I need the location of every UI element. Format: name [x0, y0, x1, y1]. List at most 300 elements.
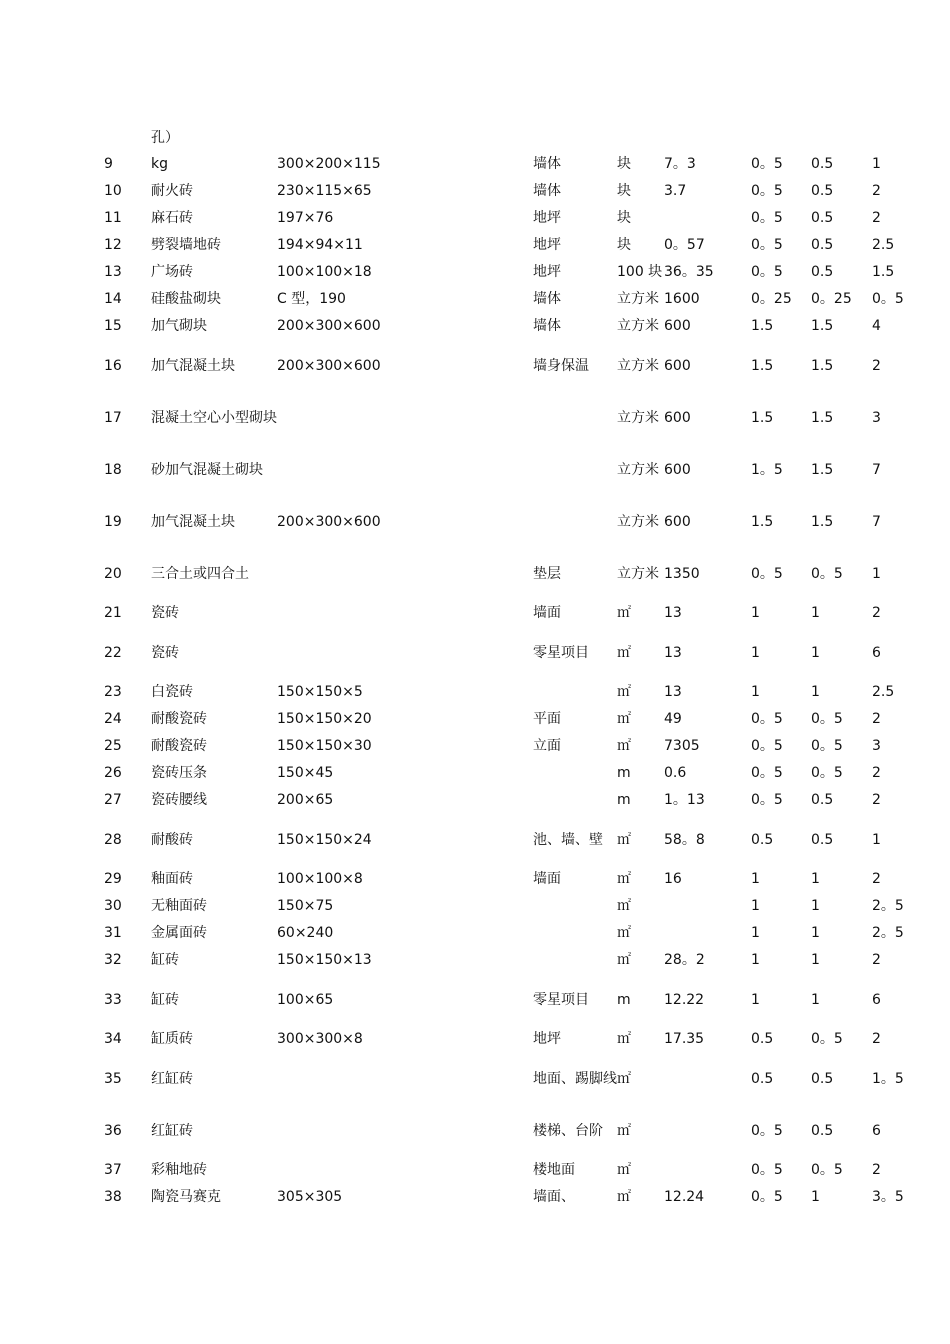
row-number-cell: 30 — [104, 898, 122, 914]
value-b-cell: 1 — [811, 925, 820, 941]
value-b-cell: 0。5 — [811, 738, 843, 754]
usage-location-cell: 墙面、 — [533, 1189, 575, 1205]
unit-cell: 立方米 — [617, 409, 659, 426]
usage-location-cell: 垫层 — [533, 565, 561, 582]
row-number-cell: 26 — [104, 765, 122, 781]
table-row — [104, 286, 932, 313]
value-a-cell: 1 — [751, 898, 760, 914]
usage-location-cell: 墙体 — [533, 156, 561, 172]
unit-cell: m — [617, 792, 631, 808]
usage-location-cell: 墙体 — [533, 318, 561, 334]
unit-cell: 立方米 — [617, 318, 659, 334]
row-number-cell: 34 — [104, 1031, 122, 1047]
specification-cell — [277, 548, 533, 600]
table-row — [104, 1026, 932, 1053]
unit-weight-cell: 12.22 — [664, 991, 705, 1008]
value-a-cell: 1 — [751, 952, 760, 968]
value-a-cell: 1 — [751, 991, 760, 1008]
unit-cell: m — [617, 765, 631, 781]
row-number-cell: 21 — [104, 605, 122, 621]
value-a-cell: 0。5 — [751, 237, 783, 253]
unit-weight-cell: 17.35 — [664, 1031, 705, 1047]
value-c-cell: 2 — [872, 1162, 881, 1178]
table-row — [104, 974, 932, 1026]
value-b-cell: 0。25 — [811, 291, 852, 307]
unit-weight-cell — [664, 1053, 751, 1105]
specification-cell — [277, 627, 533, 679]
unit-cell: ㎡ — [617, 684, 631, 700]
value-b-cell: 1 — [811, 952, 820, 968]
unit-weight-cell: 3.7 — [664, 183, 687, 199]
value-c-cell: 2 — [872, 952, 881, 968]
value-b-cell: 0.5 — [811, 1070, 834, 1087]
unit-cell: 立方米 — [617, 461, 659, 478]
unit-weight-cell: 600 — [664, 318, 691, 334]
usage-location-cell: 地坪 — [533, 264, 561, 280]
value-c-cell: 1 — [872, 565, 881, 582]
table-row — [104, 313, 932, 340]
material-name-cell: 红缸砖 — [151, 1122, 193, 1139]
value-a-cell: 1 — [751, 925, 760, 941]
usage-location-cell: 楼地面 — [533, 1162, 575, 1178]
row-number-cell: 35 — [104, 1070, 122, 1087]
usage-location-cell — [533, 760, 617, 787]
material-name-cell: 耐酸瓷砖 — [151, 738, 207, 754]
material-name-cell: 白瓷砖 — [151, 684, 193, 700]
table-row — [104, 259, 932, 286]
unit-weight-cell: 600 — [664, 513, 691, 530]
unit-weight-cell: 600 — [664, 409, 691, 426]
usage-location-cell: 楼梯、台阶 — [533, 1122, 603, 1139]
unit-cell: ㎡ — [617, 1070, 631, 1087]
value-c-cell: 6 — [872, 1122, 881, 1139]
material-name-cell: 釉面砖 — [151, 871, 193, 887]
row-number-cell: 31 — [104, 925, 122, 941]
specification-cell — [277, 1157, 533, 1184]
value-a-cell: 1.5 — [751, 513, 774, 530]
unit-weight-cell: 1600 — [664, 291, 700, 307]
unit-cell: 块 — [617, 237, 631, 253]
usage-location-cell — [533, 947, 617, 974]
unit-cell: ㎡ — [617, 738, 631, 754]
material-name-cell: 彩釉地砖 — [151, 1162, 207, 1178]
material-name-cell: 麻石砖 — [151, 210, 193, 226]
usage-location-cell: 立面 — [533, 738, 561, 754]
table-row — [104, 1105, 932, 1157]
specification-cell: 100×100×18 — [277, 264, 372, 280]
value-b-cell: 0。5 — [811, 1031, 843, 1047]
material-name-cell: 砂加气混凝土砌块 — [151, 461, 263, 478]
usage-location-cell — [533, 893, 617, 920]
material-name-cell: 硅酸盐砌块 — [151, 291, 221, 307]
value-b-cell: 1.5 — [811, 513, 834, 530]
unit-weight-cell — [664, 1105, 751, 1157]
value-b-cell: 0.5 — [811, 210, 834, 226]
value-c-cell: 2.5 — [872, 684, 895, 700]
table-row — [104, 151, 932, 178]
specification-cell: 200×65 — [277, 792, 334, 808]
table-row — [104, 627, 932, 679]
value-b-cell: 1.5 — [811, 461, 834, 478]
specification-cell: 230×115×65 — [277, 183, 372, 199]
unit-weight-cell: 0.6 — [664, 765, 687, 781]
table-row — [104, 392, 932, 444]
table-row — [104, 496, 932, 548]
materials-table — [104, 151, 932, 1211]
value-b-cell: 1.5 — [811, 357, 834, 374]
value-a-cell: 1 — [751, 605, 760, 621]
value-b-cell: 0。5 — [811, 1162, 843, 1178]
material-name-cell: 加气砌块 — [151, 318, 207, 334]
row-number-cell: 27 — [104, 792, 122, 808]
material-name-cell: 混凝土空心小型砌块 — [151, 409, 277, 426]
table-row — [104, 893, 932, 920]
row-number-cell: 13 — [104, 264, 122, 280]
specification-cell: 100×65 — [277, 991, 334, 1008]
table-body — [104, 151, 932, 1211]
material-name-cell: 加气混凝土块 — [151, 357, 235, 374]
table-row — [104, 1157, 932, 1184]
unit-weight-cell: 1350 — [664, 565, 700, 582]
specification-cell: 150×150×5 — [277, 684, 363, 700]
value-a-cell: 0。25 — [751, 291, 792, 307]
unit-weight-cell: 13 — [664, 684, 682, 700]
unit-cell: ㎡ — [617, 644, 631, 661]
row-number-cell: 17 — [104, 409, 122, 426]
value-b-cell: 0.5 — [811, 792, 834, 808]
row-number-cell: 37 — [104, 1162, 122, 1178]
specification-cell: 200×300×600 — [277, 318, 381, 334]
value-c-cell: 1。5 — [872, 1070, 904, 1087]
table-row — [104, 920, 932, 947]
value-a-cell: 0。5 — [751, 765, 783, 781]
value-b-cell: 0.5 — [811, 264, 834, 280]
value-b-cell: 1 — [811, 1189, 820, 1205]
value-c-cell: 7 — [872, 513, 881, 530]
value-b-cell: 0.5 — [811, 156, 834, 172]
material-name-cell: 广场砖 — [151, 264, 193, 280]
value-b-cell: 0。5 — [811, 711, 843, 727]
specification-cell — [277, 600, 533, 627]
material-name-cell: 瓷砖压条 — [151, 765, 207, 781]
table-row — [104, 679, 932, 706]
value-b-cell: 0。5 — [811, 765, 843, 781]
value-a-cell: 0。5 — [751, 711, 783, 727]
value-c-cell: 1 — [872, 831, 881, 848]
table-row — [104, 787, 932, 814]
unit-cell: 立方米 — [617, 565, 659, 582]
row-number-cell: 36 — [104, 1122, 122, 1139]
row-number-cell: 11 — [104, 210, 122, 226]
material-name-cell: 耐火砖 — [151, 183, 193, 199]
usage-location-cell: 墙体 — [533, 291, 561, 307]
row-number-cell: 18 — [104, 461, 122, 478]
table-row — [104, 733, 932, 760]
specification-cell: 200×300×600 — [277, 513, 381, 530]
value-b-cell: 1.5 — [811, 409, 834, 426]
value-b-cell: 1.5 — [811, 318, 834, 334]
specification-cell: 150×150×13 — [277, 952, 372, 968]
value-c-cell: 0。5 — [872, 291, 904, 307]
row-number-cell: 10 — [104, 183, 122, 199]
specification-cell — [277, 1105, 533, 1157]
unit-weight-cell: 12.24 — [664, 1189, 705, 1205]
table-row — [104, 814, 932, 866]
unit-cell: ㎡ — [617, 831, 631, 848]
usage-location-cell: 墙身保温 — [533, 357, 589, 374]
material-name-cell: 劈裂墙地砖 — [151, 237, 221, 253]
value-b-cell: 0.5 — [811, 1122, 834, 1139]
unit-cell: ㎡ — [617, 605, 631, 621]
usage-location-cell: 地面、踢脚线 — [533, 1070, 617, 1087]
unit-cell: ㎡ — [617, 711, 631, 727]
material-name-cell: 陶瓷马赛克 — [151, 1189, 221, 1205]
unit-cell: 立方米 — [617, 357, 659, 374]
specification-cell: 194×94×11 — [277, 237, 363, 253]
unit-cell: ㎡ — [617, 925, 631, 941]
usage-location-cell — [533, 920, 617, 947]
table-row — [104, 178, 932, 205]
material-name-cell: 瓷砖 — [151, 644, 179, 661]
specification-cell — [277, 444, 533, 496]
unit-weight-cell: 1。13 — [664, 792, 705, 808]
value-a-cell: 0。5 — [751, 156, 783, 172]
table-row — [104, 548, 932, 600]
material-name-cell: 金属面砖 — [151, 925, 207, 941]
value-b-cell: 0.5 — [811, 237, 834, 253]
unit-cell: 块 — [617, 156, 631, 172]
specification-cell: 150×150×30 — [277, 738, 372, 754]
specification-cell: 60×240 — [277, 925, 334, 941]
specification-cell: 197×76 — [277, 210, 334, 226]
row-number-cell: 19 — [104, 513, 122, 530]
value-a-cell: 1.5 — [751, 318, 774, 334]
unit-weight-cell: 36。35 — [664, 264, 714, 280]
row-number-cell: 32 — [104, 952, 122, 968]
usage-location-cell: 池、墙、壁 — [533, 831, 603, 848]
value-b-cell: 1 — [811, 644, 820, 661]
unit-weight-cell — [664, 893, 751, 920]
row-number-cell: 22 — [104, 644, 122, 661]
unit-cell: 100 块 — [617, 264, 663, 280]
material-name-cell: 红缸砖 — [151, 1070, 193, 1087]
unit-cell: ㎡ — [617, 1189, 631, 1205]
table-row — [104, 205, 932, 232]
row-number-cell: 15 — [104, 318, 122, 334]
usage-location-cell: 墙面 — [533, 605, 561, 621]
table-row — [104, 1184, 932, 1211]
table-row — [104, 232, 932, 259]
unit-cell: 立方米 — [617, 513, 659, 530]
usage-location-cell — [533, 496, 617, 548]
usage-location-cell: 墙体 — [533, 183, 561, 199]
value-b-cell: 0.5 — [811, 183, 834, 199]
usage-location-cell: 零星项目 — [533, 644, 589, 661]
usage-location-cell — [533, 679, 617, 706]
unit-cell: 立方米 — [617, 291, 659, 307]
specification-cell: 150×150×24 — [277, 831, 372, 848]
unit-weight-cell: 16 — [664, 871, 682, 887]
value-a-cell: 0。5 — [751, 210, 783, 226]
unit-cell: ㎡ — [617, 898, 631, 914]
specification-cell: 300×300×8 — [277, 1031, 363, 1047]
unit-weight-cell: 58。8 — [664, 831, 705, 848]
usage-location-cell: 地坪 — [533, 237, 561, 253]
specification-cell: 300×200×115 — [277, 156, 381, 172]
unit-cell: 块 — [617, 183, 631, 199]
value-a-cell: 0。5 — [751, 1189, 783, 1205]
usage-location-cell: 平面 — [533, 711, 561, 727]
value-a-cell: 1 — [751, 644, 760, 661]
unit-weight-cell — [664, 1157, 751, 1184]
specification-cell: 150×75 — [277, 898, 334, 914]
value-a-cell: 0。5 — [751, 1122, 783, 1139]
specification-cell: C 型，190 — [277, 291, 346, 307]
usage-location-cell: 地坪 — [533, 210, 561, 226]
unit-weight-cell: 600 — [664, 461, 691, 478]
value-c-cell: 2 — [872, 871, 881, 887]
value-c-cell: 2 — [872, 792, 881, 808]
row-number-cell: 25 — [104, 738, 122, 754]
table-row — [104, 340, 932, 392]
value-b-cell: 1 — [811, 898, 820, 914]
unit-weight-cell: 7305 — [664, 738, 700, 754]
value-b-cell: 0.5 — [811, 831, 834, 848]
unit-cell: ㎡ — [617, 1162, 631, 1178]
material-name-cell: 缸砖 — [151, 952, 179, 968]
continuation-text: 孔） — [151, 130, 179, 146]
usage-location-cell: 零星项目 — [533, 991, 589, 1008]
material-name-cell: 三合土或四合土 — [151, 565, 249, 582]
value-a-cell: 0.5 — [751, 831, 774, 848]
value-c-cell: 1.5 — [872, 264, 895, 280]
value-a-cell: 0。5 — [751, 792, 783, 808]
value-a-cell: 0。5 — [751, 1162, 783, 1178]
value-a-cell: 0。5 — [751, 565, 783, 582]
value-b-cell: 0。5 — [811, 565, 843, 582]
value-a-cell: 0。5 — [751, 264, 783, 280]
unit-cell: ㎡ — [617, 1031, 631, 1047]
unit-cell: ㎡ — [617, 1122, 631, 1139]
material-name-cell: 无釉面砖 — [151, 898, 207, 914]
row-number-cell: 33 — [104, 991, 122, 1008]
table-row — [104, 600, 932, 627]
unit-weight-cell — [664, 205, 751, 232]
value-c-cell: 2。5 — [872, 898, 904, 914]
unit-cell: ㎡ — [617, 871, 631, 887]
table-row — [104, 444, 932, 496]
row-number-cell: 12 — [104, 237, 122, 253]
value-c-cell: 6 — [872, 644, 881, 661]
specification-cell: 200×300×600 — [277, 357, 381, 374]
usage-location-cell — [533, 444, 617, 496]
row-number-cell: 28 — [104, 831, 122, 848]
value-c-cell: 4 — [872, 318, 881, 334]
usage-location-cell — [533, 392, 617, 444]
value-c-cell: 2。5 — [872, 925, 904, 941]
unit-weight-cell: 13 — [664, 605, 682, 621]
value-c-cell: 1 — [872, 156, 881, 172]
table-row — [104, 760, 932, 787]
specification-cell — [277, 1053, 533, 1105]
value-c-cell: 3 — [872, 409, 881, 426]
unit-cell: ㎡ — [617, 952, 631, 968]
value-c-cell: 2 — [872, 210, 881, 226]
value-c-cell: 2 — [872, 183, 881, 199]
table-row — [104, 1053, 932, 1105]
value-a-cell: 1 — [751, 871, 760, 887]
unit-cell: m — [617, 991, 631, 1008]
value-a-cell: 1。5 — [751, 461, 783, 478]
row-number-cell: 29 — [104, 871, 122, 887]
unit-cell: 块 — [617, 210, 631, 226]
value-c-cell: 2 — [872, 357, 881, 374]
table-row — [104, 947, 932, 974]
row-number-cell: 23 — [104, 684, 122, 700]
material-name-cell: 耐酸砖 — [151, 831, 193, 848]
material-name-cell: kg — [151, 156, 168, 172]
material-name-cell: 缸质砖 — [151, 1031, 193, 1047]
value-c-cell: 3 — [872, 738, 881, 754]
unit-weight-cell — [664, 920, 751, 947]
table-row — [104, 706, 932, 733]
unit-weight-cell: 600 — [664, 357, 691, 374]
usage-location-cell: 墙面 — [533, 871, 561, 887]
material-name-cell: 瓷砖 — [151, 605, 179, 621]
value-a-cell: 0。5 — [751, 738, 783, 754]
value-c-cell: 7 — [872, 461, 881, 478]
unit-weight-cell: 28。2 — [664, 952, 705, 968]
value-a-cell: 1.5 — [751, 357, 774, 374]
row-number-cell: 14 — [104, 291, 122, 307]
value-b-cell: 1 — [811, 605, 820, 621]
row-number-cell: 38 — [104, 1189, 122, 1205]
specification-cell: 100×100×8 — [277, 871, 363, 887]
value-a-cell: 0。5 — [751, 183, 783, 199]
value-c-cell: 2.5 — [872, 237, 895, 253]
value-b-cell: 1 — [811, 871, 820, 887]
value-a-cell: 1 — [751, 684, 760, 700]
table-row — [104, 866, 932, 893]
row-number-cell: 16 — [104, 357, 122, 374]
specification-cell: 150×45 — [277, 765, 334, 781]
value-c-cell: 2 — [872, 765, 881, 781]
row-number-cell: 24 — [104, 711, 122, 727]
value-a-cell: 0.5 — [751, 1070, 774, 1087]
material-name-cell: 耐酸瓷砖 — [151, 711, 207, 727]
unit-weight-cell: 0。57 — [664, 237, 705, 253]
row-number-cell: 9 — [104, 156, 113, 172]
unit-weight-cell: 49 — [664, 711, 682, 727]
material-name-cell: 缸砖 — [151, 991, 179, 1008]
specification-cell: 305×305 — [277, 1189, 343, 1205]
value-a-cell: 1.5 — [751, 409, 774, 426]
unit-weight-cell: 13 — [664, 644, 682, 661]
specification-cell: 150×150×20 — [277, 711, 372, 727]
value-b-cell: 1 — [811, 684, 820, 700]
usage-location-cell — [533, 787, 617, 814]
material-name-cell: 加气混凝土块 — [151, 513, 235, 530]
unit-weight-cell: 7。3 — [664, 156, 696, 172]
value-c-cell: 2 — [872, 711, 881, 727]
value-b-cell: 1 — [811, 991, 820, 1008]
material-name-cell: 瓷砖腰线 — [151, 792, 207, 808]
value-c-cell: 6 — [872, 991, 881, 1008]
specification-cell — [277, 392, 533, 444]
value-c-cell: 2 — [872, 1031, 881, 1047]
value-c-cell: 2 — [872, 605, 881, 621]
value-c-cell: 3。5 — [872, 1189, 904, 1205]
